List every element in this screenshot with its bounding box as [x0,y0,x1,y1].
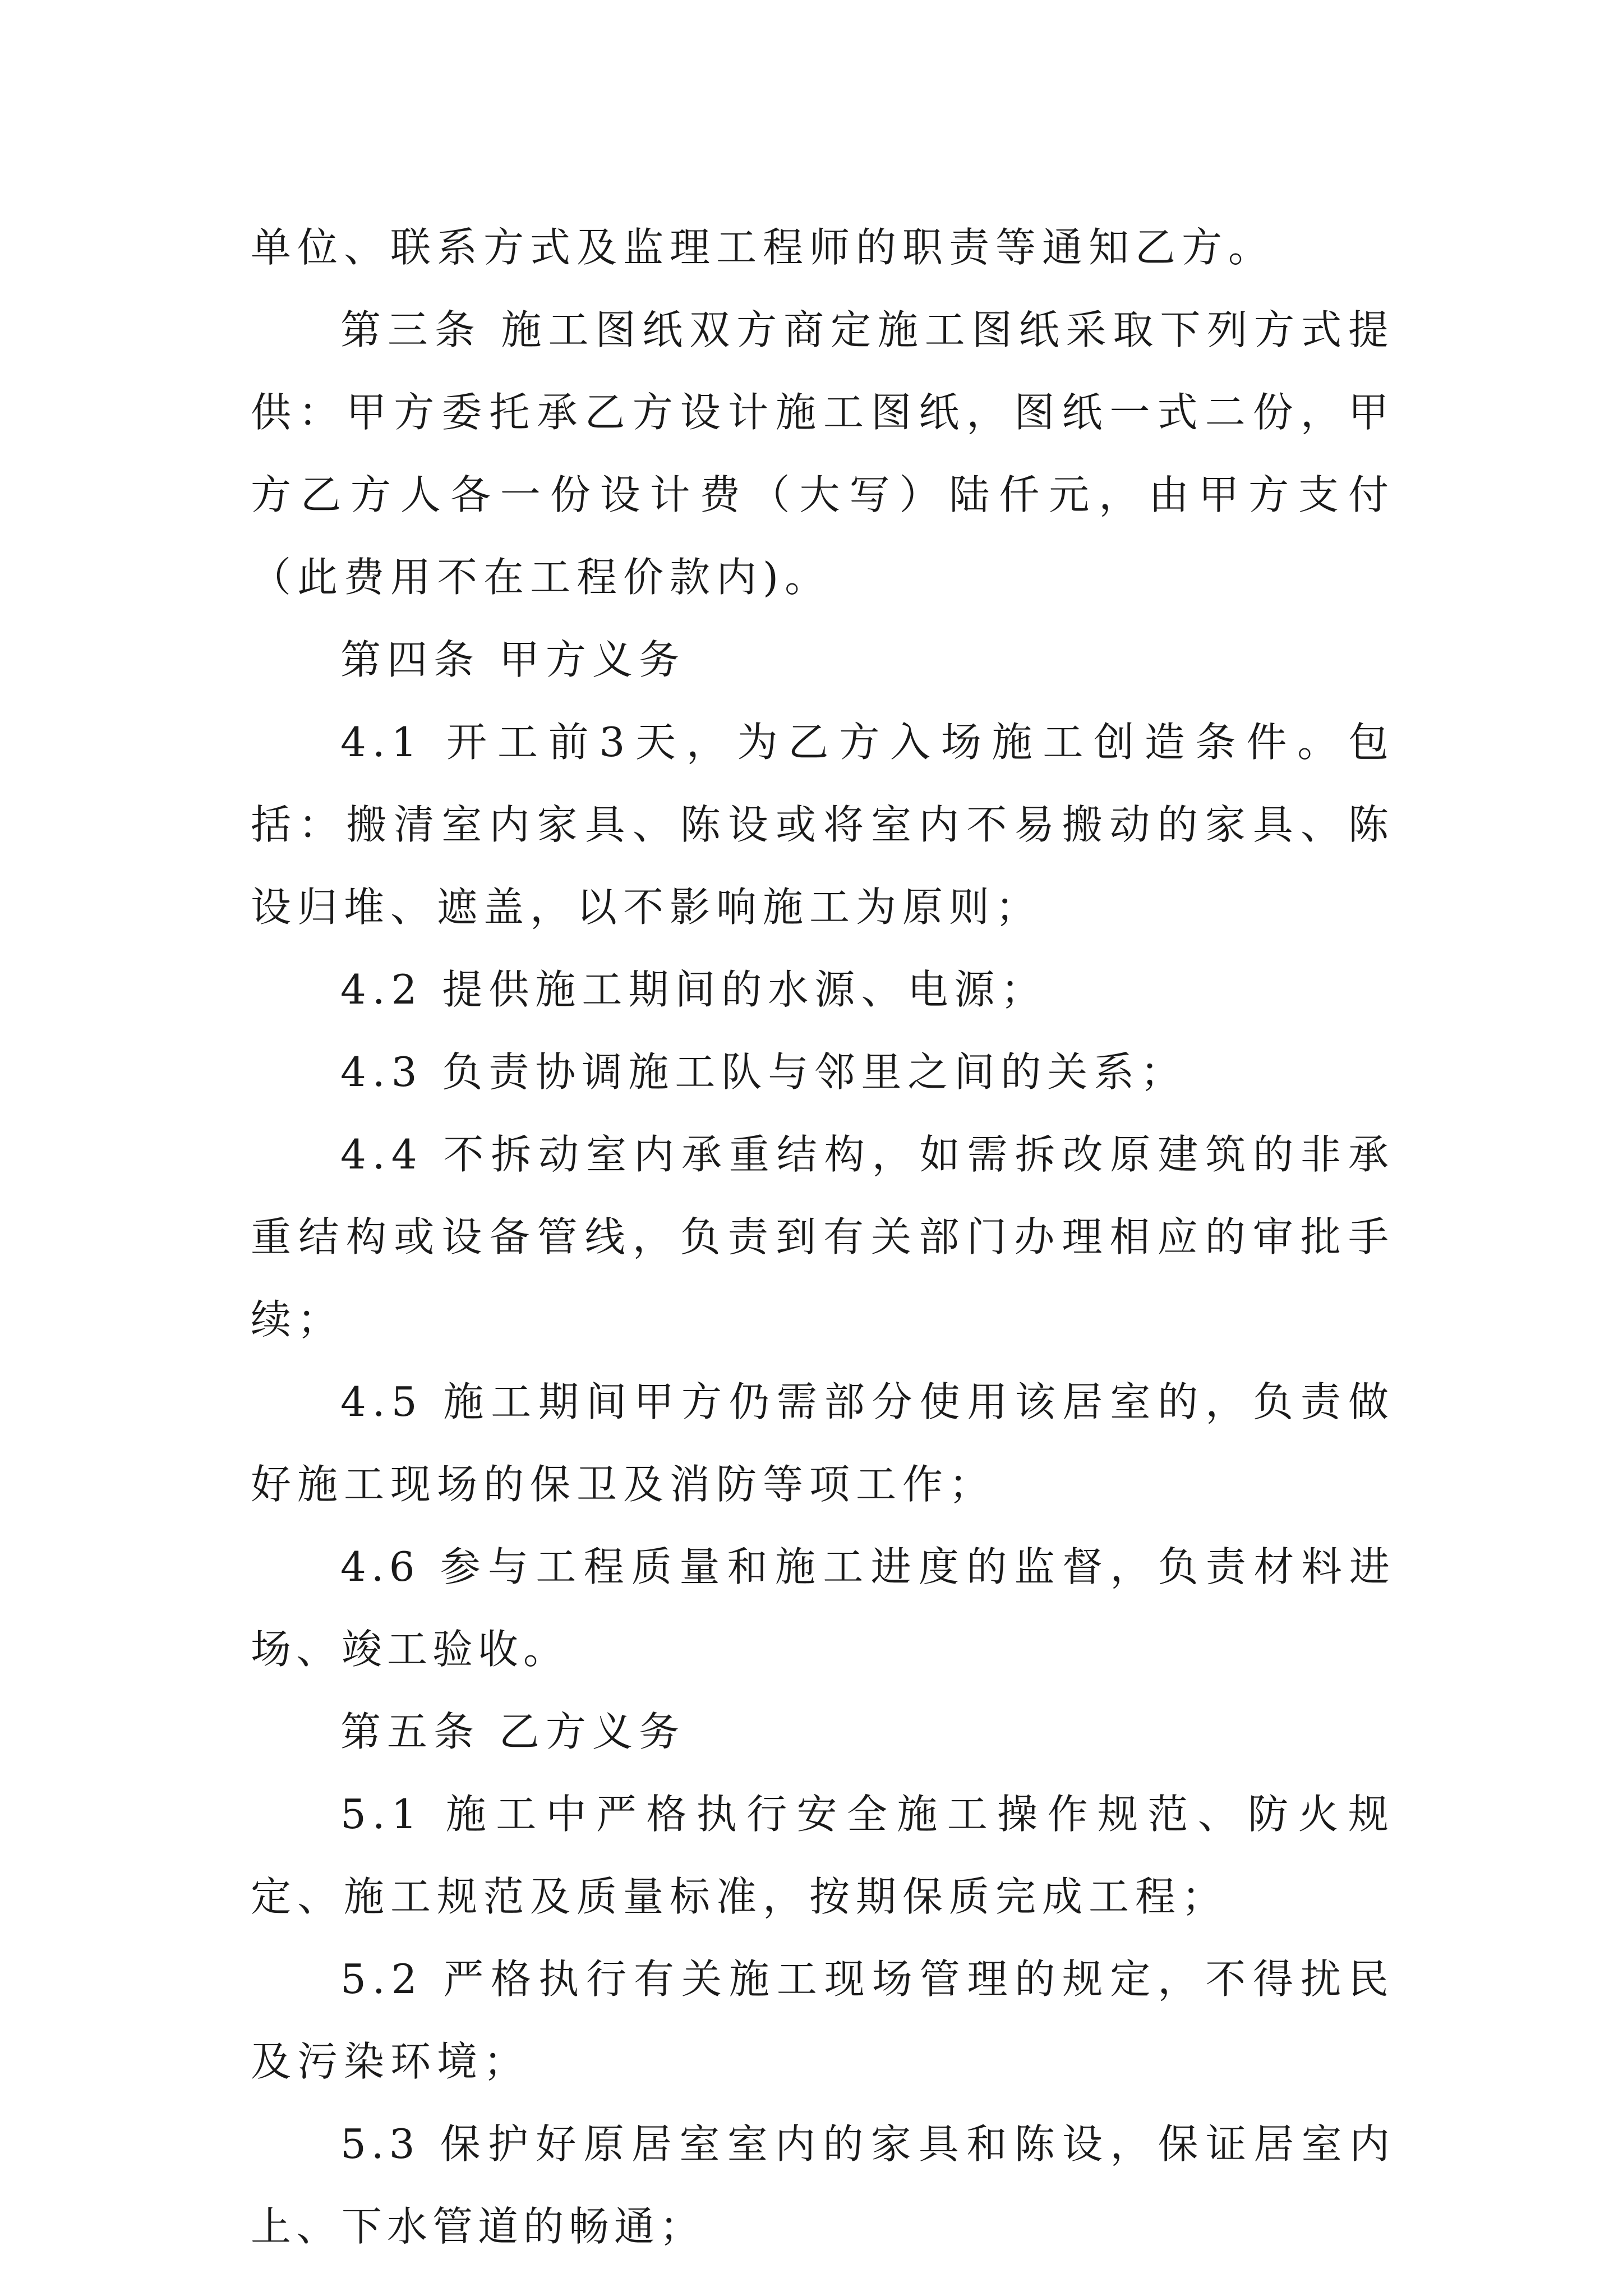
clause-4-2: 4.2 提供施工期间的水源、电源； [340,966,1048,1013]
clause-5-1: 5.1 施工中严格执行安全施工操作规范、防火规定、施工规范及质量标准，按期保质完成工程； [251,1791,1395,1920]
article-4-heading: 第四条 甲方义务 [340,636,685,683]
clause-5-3: 5.3 保护好原居室室内的家具和陈设，保证居室内上、下水管道的畅通； [251,2120,1395,2250]
article-3-drawings: 第三条 施工图纸双方商定施工图纸采取下列方式提供：甲方委托承乙方设计施工图纸，图纸一式二份，甲方乙方人各一份设计费（大写）陆仟元，由甲方支付（此费用不在工程价款内)。 [251,306,1395,601]
clause-4-5: 4.5 施工期间甲方仍需部分使用该居室的，负责做好施工现场的保卫及消防等项工作； [251,1378,1395,1508]
contract-body [251,206,1395,2268]
clause-4-6: 4.6 参与工程质量和施工进度的监督，负责材料进场、竣工验收。 [251,1543,1395,1673]
clause-4-1: 4.1 开工前3天，为乙方入场施工创造条件。包括：搬清室内家具、陈设或将室内不易搬动的家具、陈设归堆、遮盖，以不影响施工为原则； [251,719,1395,931]
clause-4-4: 4.4 不拆动室内承重结构，如需拆改原建筑的非承重结构或设备管线，负责到有关部门办理相应的审批手续； [251,1131,1395,1343]
article-5-heading: 第五条 乙方义务 [340,1708,685,1755]
clause-4-3: 4.3 负责协调施工队与邻里之间的关系； [340,1048,1187,1096]
paragraph-continuation: 单位、联系方式及监理工程师的职责等通知乙方。 [251,224,1275,271]
clause-5-2: 5.2 严格执行有关施工现场管理的规定，不得扰民及污染环境； [251,1955,1395,2085]
